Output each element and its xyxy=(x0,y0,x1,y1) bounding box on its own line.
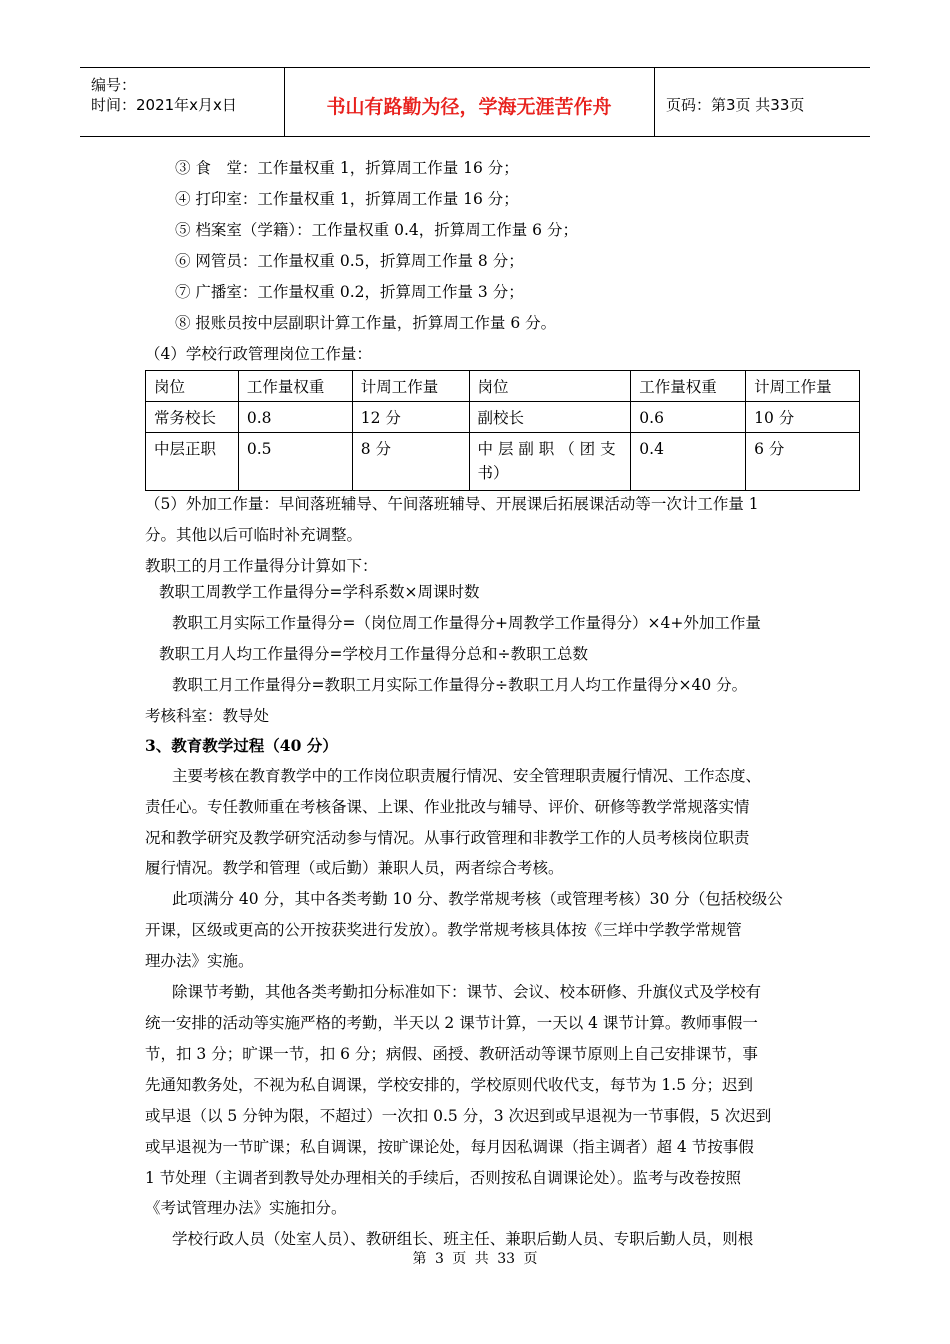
table-cell-line: 中 层 副 职 （ 团 支 xyxy=(477,440,616,458)
paragraph-line: 况和教学研究及教学研究活动参与情况。从事行政管理和非教学工作的人员考核岗位职责 xyxy=(145,829,750,847)
paragraph-line: 除课节考勤，其他各类考勤扣分标准如下：课节、会议、校本研修、升旗仪式及学校有 xyxy=(172,983,762,1001)
table-header-cell: 工作量权重 xyxy=(631,371,746,402)
header-page-cell xyxy=(654,68,870,136)
header-meta xyxy=(80,68,285,136)
paragraph-line: 责任心。专任教师重在考核备课、上课、作业批改与辅导、评价、研修等教学常规落实情 xyxy=(145,798,750,816)
table-header-cell: 岗位 xyxy=(469,371,631,402)
paragraph-line: 或早退视为一节旷课；私自调课，按旷课论处，每月因私调课（指主调者）超 4 节按事假 xyxy=(145,1138,754,1156)
list-item: ⑥ 网管员：工作量权重 0.5，折算周工作量 8 分； xyxy=(175,252,524,270)
paragraph-line: 履行情况。教学和管理（或后勤）兼职人员，两者综合考核。 xyxy=(145,859,564,877)
table-cell: 12 分 xyxy=(352,402,469,433)
table-cell: 8 分 xyxy=(352,433,469,491)
section5-line: （5）外加工作量：早间落班辅导、午间落班辅导、开展课后拓展课活动等一次计工作量 1 xyxy=(145,495,759,513)
table-cell: 中层正职 xyxy=(146,433,239,491)
table-cell: 副校长 xyxy=(469,402,631,433)
page-header xyxy=(80,67,870,137)
calc-intro: 教职工的月工作量得分计算如下： xyxy=(145,557,378,575)
table-header-cell: 计周工作量 xyxy=(352,371,469,402)
list-item: ③ 食 堂：工作量权重 1，折算周工作量 16 分； xyxy=(175,159,519,177)
header-motto-cell xyxy=(284,68,655,136)
table-cell: 常务校长 xyxy=(146,402,239,433)
paragraph-line: 开课，区级或更高的公开按获奖进行发放）。教学常规考核具体按《三垟中学教学常规管 xyxy=(145,921,742,939)
formula-line: 教职工月实际工作量得分=（岗位周工作量得分+周教学工作量得分）×4+外加工作量 xyxy=(172,614,761,632)
paragraph-line: 1 节处理（主调者到教导处办理相关的手续后，否则按私自调课论处）。监考与改卷按照 xyxy=(145,1169,742,1187)
paragraph-line: 理办法》实施。 xyxy=(145,952,254,970)
paragraph-line: 节，扣 3 分；旷课一节，扣 6 分；病假、函授、教研活动等课节原则上自己安排课节，事 xyxy=(145,1045,758,1063)
section5-line: 分。其他以后可临时补充调整。 xyxy=(145,526,363,544)
table-cell-multiline xyxy=(469,433,631,491)
paragraph-line: 学校行政人员（处室人员）、教研组长、班主任、兼职后勤人员、专职后勤人员，则根 xyxy=(172,1230,754,1248)
motto: 书山有路勤为径，学海无涯苦作舟 xyxy=(326,96,612,118)
list-item: ④ 打印室：工作量权重 1，折算周工作量 16 分； xyxy=(175,190,519,208)
dept-line: 考核科室：教导处 xyxy=(145,707,270,725)
table-cell: 0.6 xyxy=(631,402,746,433)
paragraph-line: 此项满分 40 分，其中各类考勤 10 分、教学常规考核（或管理考核）30 分（包括校级公 xyxy=(172,890,783,908)
time-label: 时间：2021年x月x日 xyxy=(91,96,237,114)
page-footer: 第 3 页 共 33 页 xyxy=(412,1251,538,1267)
paragraph-line: 主要考核在教育教学中的工作岗位职责履行情况、安全管理职责履行情况、工作态度、 xyxy=(172,767,762,785)
list-item: ⑦ 广播室：工作量权重 0.2，折算周工作量 3 分； xyxy=(175,283,524,301)
table-cell: 0.8 xyxy=(238,402,352,433)
formula-line: 教职工月人均工作量得分=学校月工作量得分总和÷教职工总数 xyxy=(159,645,588,663)
table-cell: 0.4 xyxy=(631,433,746,491)
page-info: 页码：第3页 共33页 xyxy=(666,96,805,114)
paragraph-line: 统一安排的活动等实施严格的考勤，半天以 2 课节计算，一天以 4 课节计算。教师事假一 xyxy=(145,1014,758,1032)
section4-title: （4）学校行政管理岗位工作量： xyxy=(145,345,372,363)
paragraph-line: 先通知教务处，不视为私自调课，学校安排的，学校原则代收代支，每节为 1.5 分；迟到 xyxy=(145,1076,754,1094)
workload-table xyxy=(145,370,860,491)
table-header-cell: 岗位 xyxy=(146,371,239,402)
list-item: ⑧ 报账员按中层副职计算工作量，折算周工作量 6 分。 xyxy=(175,314,557,332)
paragraph-line: 《考试管理办法》实施扣分。 xyxy=(145,1199,347,1217)
table-cell: 0.5 xyxy=(238,433,352,491)
table-cell: 6 分 xyxy=(746,433,860,491)
table-cell-line: 书） xyxy=(477,464,509,482)
list-item: ⑤ 档案室（学籍）：工作量权重 0.4，折算周工作量 6 分； xyxy=(175,221,578,239)
section3-title: 3、教育教学过程（40 分） xyxy=(145,736,338,755)
table-cell: 10 分 xyxy=(746,402,860,433)
table-header-cell: 工作量权重 xyxy=(238,371,352,402)
table-header-cell: 计周工作量 xyxy=(746,371,860,402)
table-row xyxy=(146,433,860,491)
paragraph-line: 或早退（以 5 分钟为限，不超过）一次扣 0.5 分，3 次迟到或早退视为一节事假，5 次迟到 xyxy=(145,1107,772,1125)
table-header-row xyxy=(146,371,860,402)
number-label: 编号： xyxy=(91,76,137,94)
formula-line: 教职工周教学工作量得分=学科系数×周课时数 xyxy=(159,583,480,601)
table-row xyxy=(146,402,860,433)
formula-line: 教职工月工作量得分=教职工月实际工作量得分÷教职工月人均工作量得分×40 分。 xyxy=(172,676,748,694)
